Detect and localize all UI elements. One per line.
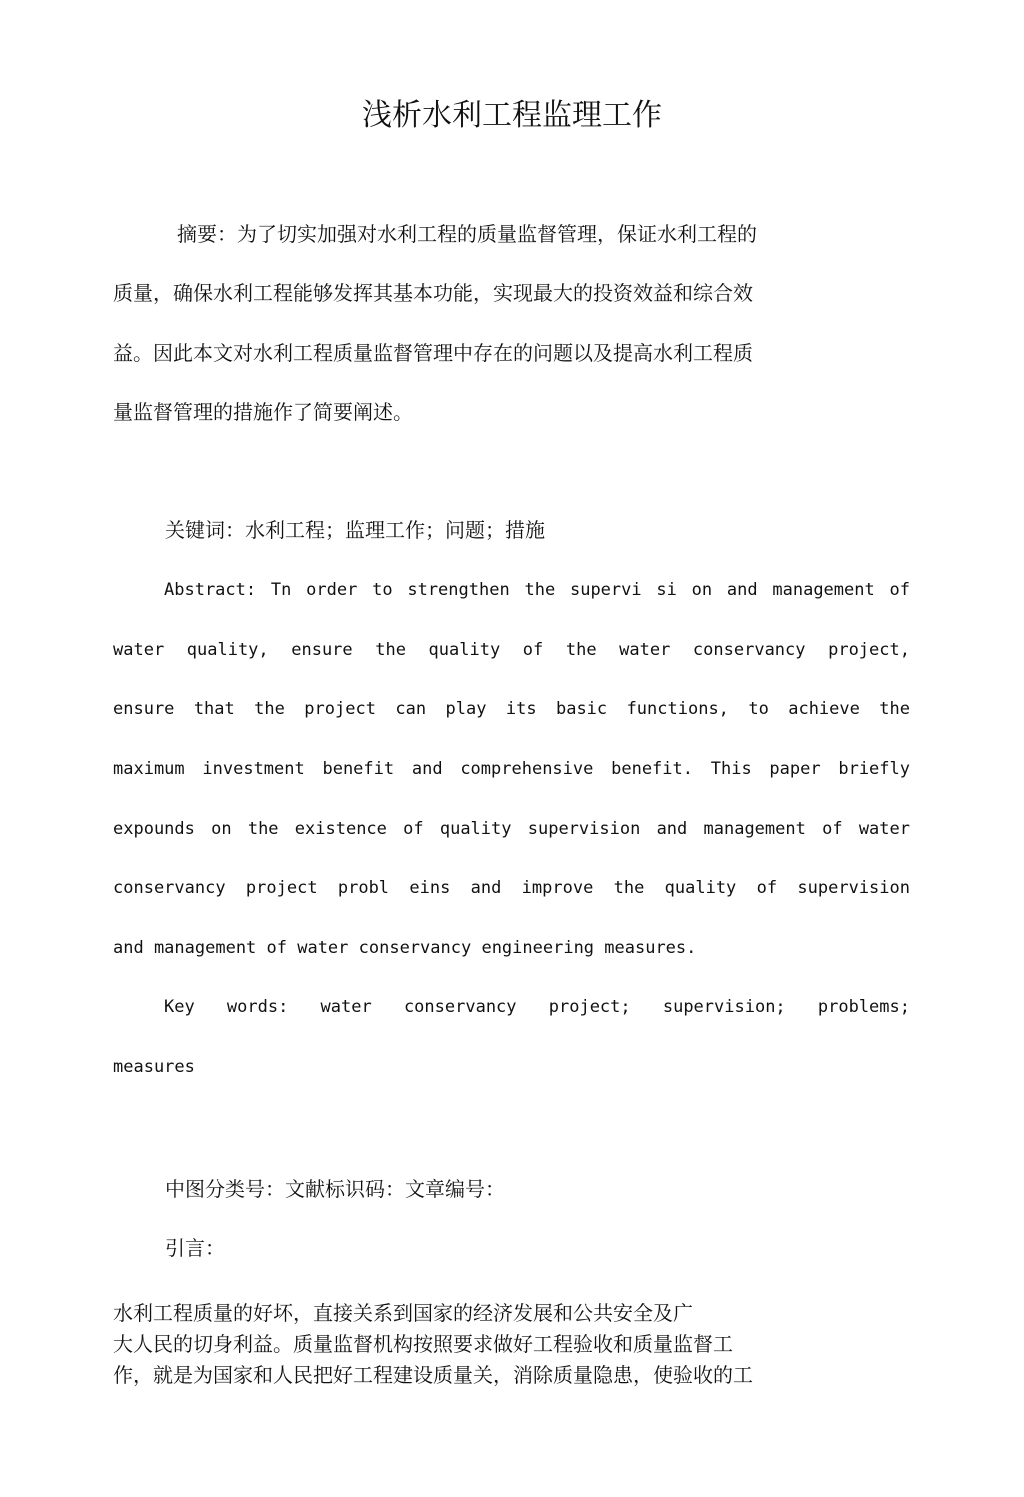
abstract-zh-line-1: 摘要：为了切实加强对水利工程的质量监督管理，保证水利工程的 (177, 222, 757, 246)
keywords-zh: 关键词：水利工程；监理工作；问题；措施 (165, 518, 545, 542)
intro-line-3: 作，就是为国家和人民把好工程建设质量关，消除质量隐患，使验收的工 (113, 1363, 753, 1387)
intro-line-2: 大人民的切身利益。质量监督机构按照要求做好工程验收和质量监督工 (113, 1332, 733, 1356)
abstract-en-line-1: Abstract: Tn order to strengthen the supervi si on and management of (164, 580, 910, 600)
abstract-en-line-4: maximum investment benefit and comprehensive benefit. This paper briefly (113, 759, 910, 779)
abstract-en-line-2: water quality, ensure the quality of the water conservancy project, (113, 640, 910, 660)
abstract-zh-line-3: 益。因此本文对水利工程质量监督管理中存在的问题以及提高水利工程质 (113, 341, 753, 365)
abstract-en-line-5: expounds on the existence of quality supervision and management of water (113, 819, 910, 839)
abstract-en-line-6: conservancy project probl eins and improve the quality of supervision (113, 878, 910, 898)
classification-line: 中图分类号：文献标识码：文章编号： (165, 1177, 505, 1201)
intro-heading: 引言： (165, 1236, 225, 1260)
abstract-en-line-7: and management of water conservancy engineering measures. (113, 938, 697, 958)
keywords-en-line-1: Key words: water conservancy project; supervision; problems; (164, 997, 910, 1017)
abstract-zh-line-2: 质量，确保水利工程能够发挥其基本功能，实现最大的投资效益和综合效 (113, 281, 753, 305)
abstract-en-line-3: ensure that the project can play its basic functions, to achieve the (113, 699, 910, 719)
keywords-en-line-2: measures (113, 1057, 195, 1077)
abstract-zh-line-4: 量监督管理的措施作了简要阐述。 (113, 400, 413, 424)
intro-line-1: 水利工程质量的好坏，直接关系到国家的经济发展和公共安全及广 (113, 1301, 693, 1325)
paper-title: 浅析水利工程监理工作 (362, 98, 662, 133)
